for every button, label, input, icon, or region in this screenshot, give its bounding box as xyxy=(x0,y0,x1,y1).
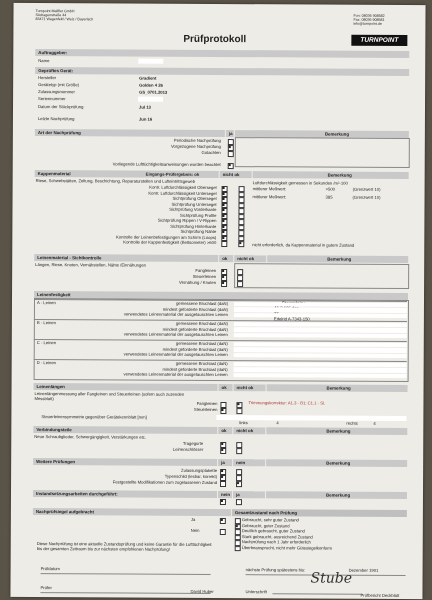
col-ok: ok xyxy=(218,427,232,434)
kappen-item: Sichtprüfung Rippen / V-Rippen xyxy=(157,217,217,223)
checkbox-siegel-ja[interactable] xyxy=(220,518,226,524)
section-laengen: Leinenlängen xyxy=(34,383,218,391)
geraet-label: Datum der Stückprüfung xyxy=(38,104,84,110)
section-weitere: Weitere Prüfungen xyxy=(33,458,217,466)
col-remark: Bemerkung xyxy=(266,491,407,499)
laengen-sub: Leinenlängenmessung aller Fangleinen und Steuerleinen (sofern auch zuzenden Messblatt) xyxy=(34,391,185,402)
unterschrift-line xyxy=(272,593,362,594)
checkbox-schloesser-nok[interactable] xyxy=(236,448,242,454)
col-nok: nicht ok xyxy=(233,427,265,434)
contact-line: Fax: 08036 908581 xyxy=(353,17,385,23)
section-kappen: Kappenmaterial xyxy=(35,170,219,178)
checkbox-leinen-nok[interactable] xyxy=(237,275,243,281)
value-field xyxy=(234,333,407,338)
festigkeit-line: mindest geforderte Bruchlast (daN) xyxy=(162,366,228,372)
geraet-label: Seriennummer xyxy=(38,96,66,102)
checkbox-plakette-ja[interactable] xyxy=(220,469,226,475)
checkbox-instand-ja[interactable] xyxy=(236,499,242,505)
geraet-value: Gradient xyxy=(139,75,157,81)
meas-value: 385 xyxy=(325,194,333,200)
section-verbindung: Verbindungsteile xyxy=(33,426,217,434)
festigkeit-line: mindest geforderte Bruchlast (daN) xyxy=(162,306,228,312)
col-remark: Bemerkung xyxy=(266,459,407,467)
nein-label: Nein xyxy=(190,527,200,533)
naechste-value: Dezember 1901 xyxy=(348,567,379,573)
checkbox-tragegurte-nok[interactable] xyxy=(236,442,242,448)
kappen-item: Kontr. Luftdurchlässigkeit Untersegel xyxy=(148,190,217,196)
col-remark: Bemerkung xyxy=(266,427,407,435)
col-nok: nicht ok xyxy=(220,171,252,178)
geraet-label: Hersteller xyxy=(38,75,57,81)
links-label: links xyxy=(239,420,248,426)
verbindung-item: Leinenschlösser xyxy=(172,446,204,452)
checkbox-schloesser-ok[interactable] xyxy=(220,448,226,454)
checkbox-siegel-nein[interactable] xyxy=(220,529,226,535)
geraet-value: Jul 13 xyxy=(139,104,151,110)
checkbox-modifikation-ja[interactable] xyxy=(220,481,226,487)
turnpoint-logo: TURNPOINT xyxy=(351,35,407,46)
meas-limit: (Grenzwert 10) xyxy=(352,186,381,192)
festigkeit-group-label: A - Leinen xyxy=(36,300,56,306)
checkbox-modifikation-nein[interactable] xyxy=(236,481,242,487)
festigkeit-value: Edelrid A-7343-150 xyxy=(273,316,310,322)
value-field xyxy=(234,313,407,318)
checkbox-instand-nein[interactable] xyxy=(220,499,226,505)
disclaimer-note: Diese Nachprüfung ist eine aktuelle Zustandsprüfung und keine Garantie für die Lufttüchtigkeit bis der gesamten Zeitraum bis zur nächsten empfohlenen Nachprüfung! xyxy=(36,541,212,552)
value-field xyxy=(234,327,407,332)
col-ja: ja xyxy=(218,459,232,466)
remark-box xyxy=(234,263,409,289)
value-field xyxy=(234,347,407,352)
checkbox-periodisch[interactable] xyxy=(228,139,234,145)
value-field xyxy=(234,373,407,378)
col-nein: nein xyxy=(218,491,232,498)
pruefdatum-label: Prüfdatum xyxy=(40,566,60,572)
section-nachpruef: Nachprüfsiegel aufgebracht xyxy=(33,508,231,516)
kappen-item: Sichtprüfung Profile xyxy=(179,212,217,218)
name-label: Name xyxy=(38,58,50,64)
kappen-item: Kontr. Luftdurchlässigkeit Obersegel xyxy=(149,184,217,190)
weitere-item: Festgestellte Modifikationen zum zugelassenen Zustand xyxy=(112,479,218,485)
festigkeit-line: verwendetes Leinenmaterial der ausgetauschten Leinen xyxy=(123,311,228,318)
geraet-label: Gerätetyp (mit Größe) xyxy=(38,82,80,88)
festigkeit-line: mindest geforderte Bruchlast (daN) xyxy=(162,326,228,332)
value-field xyxy=(234,367,407,372)
checkbox-leinen-ok[interactable] xyxy=(221,275,227,281)
meas-limit: (Grenzwert 10) xyxy=(352,194,381,200)
company-line: Südragenstraße 44 xyxy=(35,13,67,18)
section-festigkeit: Leinenfestigkeit xyxy=(34,291,408,300)
col-remark: Bemerkung xyxy=(253,171,409,179)
value-field xyxy=(234,307,407,312)
weitere-item: Typenschild (lesbar, korrekt) xyxy=(164,473,218,479)
last-check-label: Letzte Nachprüfung xyxy=(37,116,75,122)
naechste-label: nächste Prüfung spätestens bis: xyxy=(245,567,306,573)
meas-label: mittlerer Meßwert: xyxy=(252,186,287,192)
remark-box xyxy=(235,137,410,168)
col-remark: Bemerkung xyxy=(267,255,408,263)
festigkeit-group-label: B - Leinen xyxy=(36,320,56,326)
section-geraet: Geprüftes Gerät: xyxy=(35,67,409,76)
kappen-item: Sichtprüfung Vorderkante xyxy=(169,206,217,212)
checkbox-leinen-nok[interactable] xyxy=(237,281,243,287)
festigkeit-group-label: D - Leinen xyxy=(36,360,57,366)
zustand-header: Gesamtzustand nach Prüfung xyxy=(232,509,407,517)
festigkeit-group-label: C - Leinen xyxy=(36,340,57,346)
kappen-mid: Eingangs-Prüfergebnis: ok xyxy=(145,171,200,177)
art-item: Periodische Nachprüfung xyxy=(173,137,221,144)
kappen-item: Sichtprüfung Hinterkante xyxy=(170,223,217,229)
kappen-remark-end: nicht erforderlich, da Kappenmaterial in gutem Zustand xyxy=(252,242,355,248)
section-instand: Instandsetzungsarbeiten durchgeführt: xyxy=(33,490,217,498)
laengen-item: Fangleinen xyxy=(196,400,218,406)
serial-field xyxy=(138,97,163,102)
festigkeit-line: gemessene Bruchlast (daN) xyxy=(176,300,228,307)
stamp-text: Prüfbericht Deckblatt xyxy=(360,592,400,598)
contact-line: info@turnpoint.de xyxy=(353,22,382,27)
name-field xyxy=(138,59,163,64)
checkbox-leinen-nok[interactable] xyxy=(237,269,243,275)
verbindung-sub: Neue Schraubglieder, Schwergängigkeit, Verstärkungen etc. xyxy=(34,434,147,440)
checkbox-leinen-ok[interactable] xyxy=(221,281,227,287)
value-field xyxy=(234,322,407,327)
festigkeit-line: gemessene Bruchlast (daN) xyxy=(175,360,228,367)
leinen-item: Vernähung / Knoten xyxy=(179,279,217,285)
sym-label: Steuerleinensymmetrie gegenüber Gerätekennblatt [mm] xyxy=(41,414,147,420)
geraet-label: Zulassungsnummer xyxy=(38,89,75,95)
verbindung-item: Tragegurte xyxy=(182,440,204,446)
company-address xyxy=(35,9,93,22)
geraet-value: GS_0701.2013 xyxy=(139,89,168,95)
rechts-value: 4 xyxy=(373,420,376,426)
zustand-item: Überbeansprucht, nicht mehr Gütesiegelkonform xyxy=(241,544,333,551)
leinen-sub: Längen, Riese, Knoten, Vernähstellen, Nähte /Einnähungen xyxy=(35,262,147,268)
value-field xyxy=(234,353,407,358)
checkbox-gutachten[interactable] xyxy=(228,151,234,157)
pruefer-value: David Huber xyxy=(190,588,214,594)
pruefdatum-line xyxy=(41,573,211,575)
pruefer-label: Prüfer xyxy=(40,585,52,591)
kappen-item: Sichtprüfung Obersegel xyxy=(172,195,217,201)
art-item: Gutachten xyxy=(201,149,221,156)
col-nein: nein xyxy=(233,459,265,466)
col-nok: nicht ok xyxy=(234,255,266,262)
checkbox-typenschild-ja[interactable] xyxy=(220,475,226,481)
col-ja: ja xyxy=(233,491,265,498)
leinen-item: Fangleinen xyxy=(195,267,217,273)
meas-label: mittlerer Meßwert: xyxy=(252,194,287,200)
checkbox-kappen-ok[interactable] xyxy=(221,241,227,247)
company-contact xyxy=(353,14,384,27)
checkbox-plakette-nein[interactable] xyxy=(236,469,242,475)
col-ok: ok xyxy=(219,384,233,391)
signature: Stube xyxy=(310,570,353,587)
value-field xyxy=(234,342,407,347)
section-auftraggeber: Auftraggeber: xyxy=(35,49,409,58)
pruefer-line xyxy=(40,592,210,594)
col-remark: Bemerkung xyxy=(267,384,408,392)
kappen-item: Sichtprüfung Nähte xyxy=(180,228,217,234)
col-ja: ja xyxy=(226,130,234,137)
zustand-item: Gebraucht, sehr guter Zustand xyxy=(241,517,299,523)
weitere-item: Zulassungsplakette xyxy=(181,467,218,473)
checkbox-steuerleinen-nok[interactable] xyxy=(236,408,242,414)
document-page xyxy=(10,3,425,599)
laengen-item: Steuerleinen xyxy=(193,406,218,412)
leinen-item: Steuerleinen xyxy=(192,273,217,279)
checkbox-kappen-nok[interactable] xyxy=(238,241,244,247)
kappen-item: Sichtprüfung Untersegel xyxy=(171,201,217,207)
checkbox-typenschild-nein[interactable] xyxy=(236,475,242,481)
festigkeit-line: verwendetes Leinenmaterial der ausgetauschten Leinen xyxy=(123,351,228,358)
page-title: Prüfprotokoll xyxy=(183,33,247,46)
company-line: Turnpoint Mailfler GmbH xyxy=(35,9,75,14)
unterschrift-label: Unterschrift xyxy=(245,589,267,595)
section-art: Art der Nachprüfung xyxy=(35,129,225,137)
col-remark: Bemerkung xyxy=(235,130,409,138)
festigkeit-line: gemessene Bruchlast (daN) xyxy=(175,320,228,327)
col-ok: ok xyxy=(219,255,233,262)
zustand-item: Stark gebraucht, ausreichend Zustand xyxy=(241,533,313,539)
links-value: 4 xyxy=(276,420,279,426)
checkbox-lta[interactable] xyxy=(228,163,234,169)
checkbox-vorgezogen[interactable] xyxy=(228,145,234,151)
checkbox-zustand[interactable] xyxy=(235,546,241,552)
company-line: 83471 Wagenfeld / Weiz / Bayerisch xyxy=(35,17,94,22)
festigkeit-line: verwendetes Leinenmaterial der ausgetauschten Leinen xyxy=(123,371,228,378)
art-item: Vorliegende Lufttüchtigkeitsanweisungen wurden beachtet xyxy=(112,161,221,168)
kappen-item: Kontrolle der Kappenfestigkeit (Bettsometer) >600 xyxy=(123,239,217,245)
checkbox-steuerleinen-ok[interactable] xyxy=(220,408,226,414)
geraet-value: Golden 4 26 xyxy=(139,82,163,88)
kappen-remark-head: Luftdurchlässigkeit gemessen in Sekunden /m²-100 xyxy=(252,180,348,186)
checkbox-leinen-ok[interactable] xyxy=(221,269,227,275)
contact-line: Fon: 08036 908582 xyxy=(353,13,385,18)
ja-label: Ja xyxy=(190,516,196,522)
checkbox-tragegurte-ok[interactable] xyxy=(220,442,226,448)
rechts-label: rechts xyxy=(346,420,358,426)
festigkeit-line: verwendetes Leinenmaterial der ausgetauschten Leinen xyxy=(123,331,228,338)
zustand-item: Nachprüfung nach 1 Jahr erforderlich xyxy=(241,539,311,545)
art-item: Vorgezogene Nachprüfung xyxy=(170,143,221,150)
value-field xyxy=(234,302,407,307)
section-leinen: Leinenmaterial - Sichtkontrolle xyxy=(34,254,218,262)
checkbox-fangleinen-ok[interactable] xyxy=(220,402,226,408)
zustand-item: Gebraucht, guter Zustand xyxy=(241,522,290,528)
zustand-item: Deutlich gebraucht, guter Zustand xyxy=(241,528,305,534)
meas-value: >500 xyxy=(325,186,336,192)
festigkeit-line: mindest geforderte Bruchlast (daN) xyxy=(162,346,228,352)
last-check-value: Jun 16 xyxy=(138,116,153,122)
col-nok: nicht ok xyxy=(234,384,266,391)
kappen-sub: Riese, Schwebstätten, Zeltung, Beschichtung, Reparaturstellen und Lufteintrittsgeweb xyxy=(35,178,196,184)
value-field xyxy=(234,362,407,367)
kappen-item: Kontrolle der Leinenbefestigungen am Schirm (Loops) xyxy=(115,233,217,240)
checkbox-fangleinen-nok[interactable] xyxy=(236,402,242,408)
laengen-remark: Trimmungskorrektur: A1.3 - B1; C1.1 - Sl. xyxy=(248,400,326,406)
festigkeit-line: gemessene Bruchlast (daN) xyxy=(175,340,228,347)
